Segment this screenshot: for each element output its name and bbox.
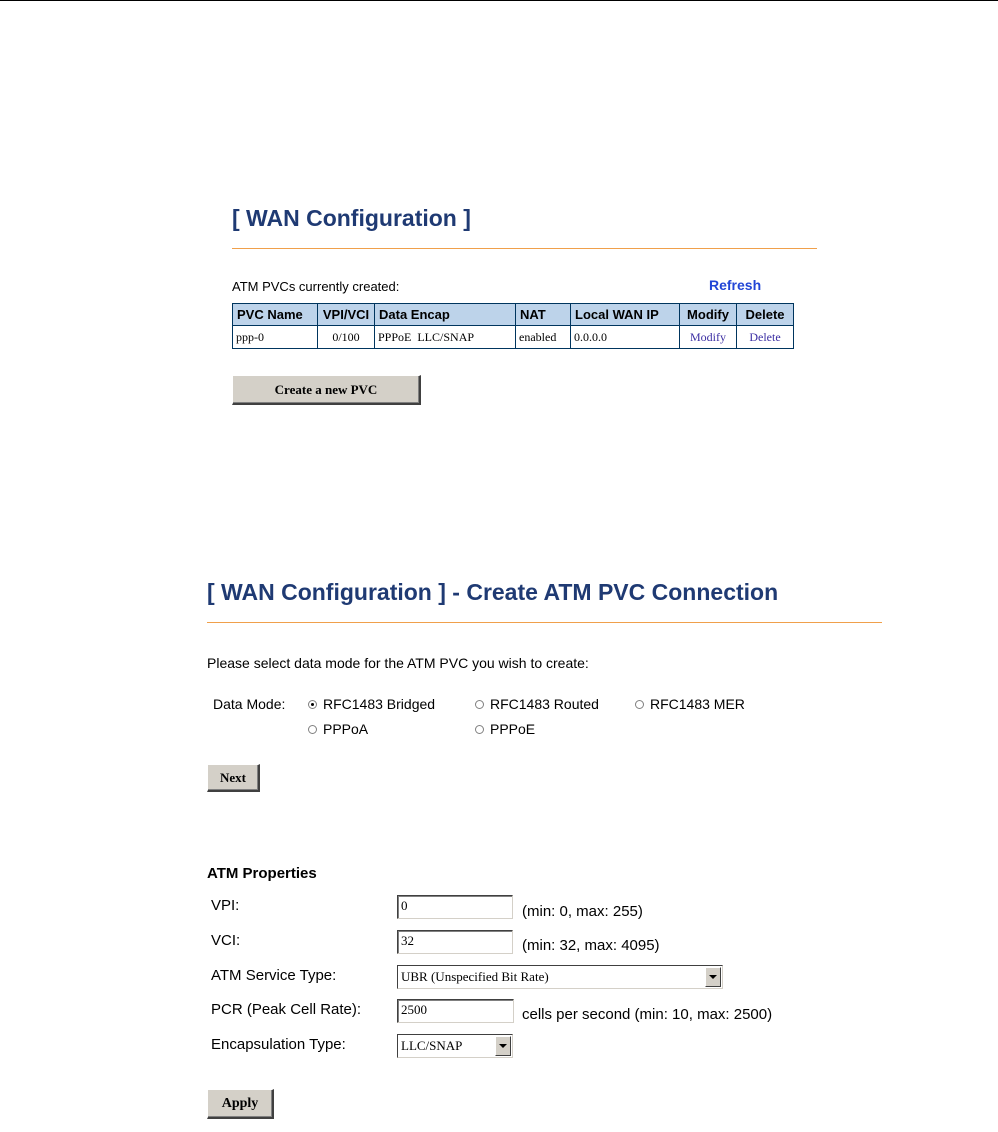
refresh-link[interactable]: Refresh [709, 277, 762, 293]
next-button[interactable]: Next [207, 764, 260, 792]
encapsulation-type-label: Encapsulation Type: [211, 1036, 346, 1053]
title-divider [232, 248, 817, 249]
vpi-input[interactable]: 0 [397, 895, 513, 919]
atm-service-type-select[interactable] [397, 965, 723, 989]
title-divider [207, 622, 882, 623]
data-mode-label: Data Mode: [213, 696, 286, 712]
col-header-pvc-name: PVC Name [233, 304, 318, 326]
pcr-range-hint: cells per second (min: 10, max: 2500) [522, 1006, 773, 1023]
modify-link[interactable]: Modify [680, 326, 737, 349]
vpi-range-hint: (min: 0, max: 255) [522, 903, 643, 920]
radio-label: RFC1483 Routed [490, 696, 599, 712]
radio-rfc1483-routed[interactable] [475, 696, 599, 712]
pvc-table [232, 303, 794, 349]
vpi-label: VPI: [211, 897, 240, 914]
col-header-modify: Modify [680, 304, 737, 326]
cell-vpi-vci: 0/100 [318, 326, 375, 349]
radio-rfc1483-mer[interactable] [635, 696, 745, 712]
radio-pppoa[interactable] [308, 721, 368, 737]
wan-config-title: [ WAN Configuration ] [232, 205, 471, 231]
create-pvc-title: [ WAN Configuration ] - Create ATM PVC Connection [207, 579, 779, 605]
col-header-data-encap: Data Encap [375, 304, 516, 326]
create-new-pvc-button[interactable]: Create a new PVC [232, 375, 421, 405]
chevron-down-icon[interactable] [495, 1036, 511, 1056]
radio-pppoe[interactable] [475, 721, 535, 737]
apply-button[interactable]: Apply [207, 1089, 274, 1119]
vci-input[interactable]: 32 [397, 930, 513, 954]
radio-unselected-icon[interactable] [475, 725, 484, 734]
encapsulation-type-select[interactable] [397, 1034, 513, 1058]
delete-link[interactable]: Delete [737, 326, 794, 349]
selected-value: LLC/SNAP [401, 1038, 463, 1053]
table-row [233, 326, 794, 349]
radio-unselected-icon[interactable] [635, 700, 644, 709]
atm-properties-heading: ATM Properties [207, 865, 317, 882]
col-header-delete: Delete [737, 304, 794, 326]
data-mode-prompt: Please select data mode for the ATM PVC you wish to create: [207, 655, 589, 671]
top-border-line [0, 0, 998, 1]
col-header-local-wan-ip: Local WAN IP [571, 304, 680, 326]
radio-selected-icon[interactable] [308, 700, 317, 709]
cell-local-wan-ip: 0.0.0.0 [571, 326, 680, 349]
radio-rfc1483-bridged[interactable] [308, 696, 435, 712]
radio-unselected-icon[interactable] [308, 725, 317, 734]
selected-value: UBR (Unspecified Bit Rate) [401, 969, 549, 984]
chevron-down-icon[interactable] [705, 967, 721, 987]
cell-nat: enabled [516, 326, 571, 349]
radio-unselected-icon[interactable] [475, 700, 484, 709]
pcr-label: PCR (Peak Cell Rate): [211, 1001, 362, 1018]
radio-label: PPPoE [490, 721, 536, 737]
pcr-input[interactable]: 2500 [397, 999, 514, 1023]
cell-pvc-name: ppp-0 [233, 326, 318, 349]
radio-label: RFC1483 MER [650, 696, 745, 712]
radio-label: PPPoA [323, 721, 369, 737]
radio-label: RFC1483 Bridged [323, 696, 436, 712]
col-header-vpi-vci: VPI/VCI [318, 304, 375, 326]
col-header-nat: NAT [516, 304, 571, 326]
pvc-list-caption: ATM PVCs currently created: [232, 279, 400, 294]
vci-label: VCI: [211, 932, 241, 949]
pvc-table-header-row [233, 304, 794, 326]
cell-data-encap: PPPoE LLC/SNAP [375, 326, 516, 349]
atm-service-type-label: ATM Service Type: [211, 967, 337, 984]
vci-range-hint: (min: 32, max: 4095) [522, 937, 660, 954]
